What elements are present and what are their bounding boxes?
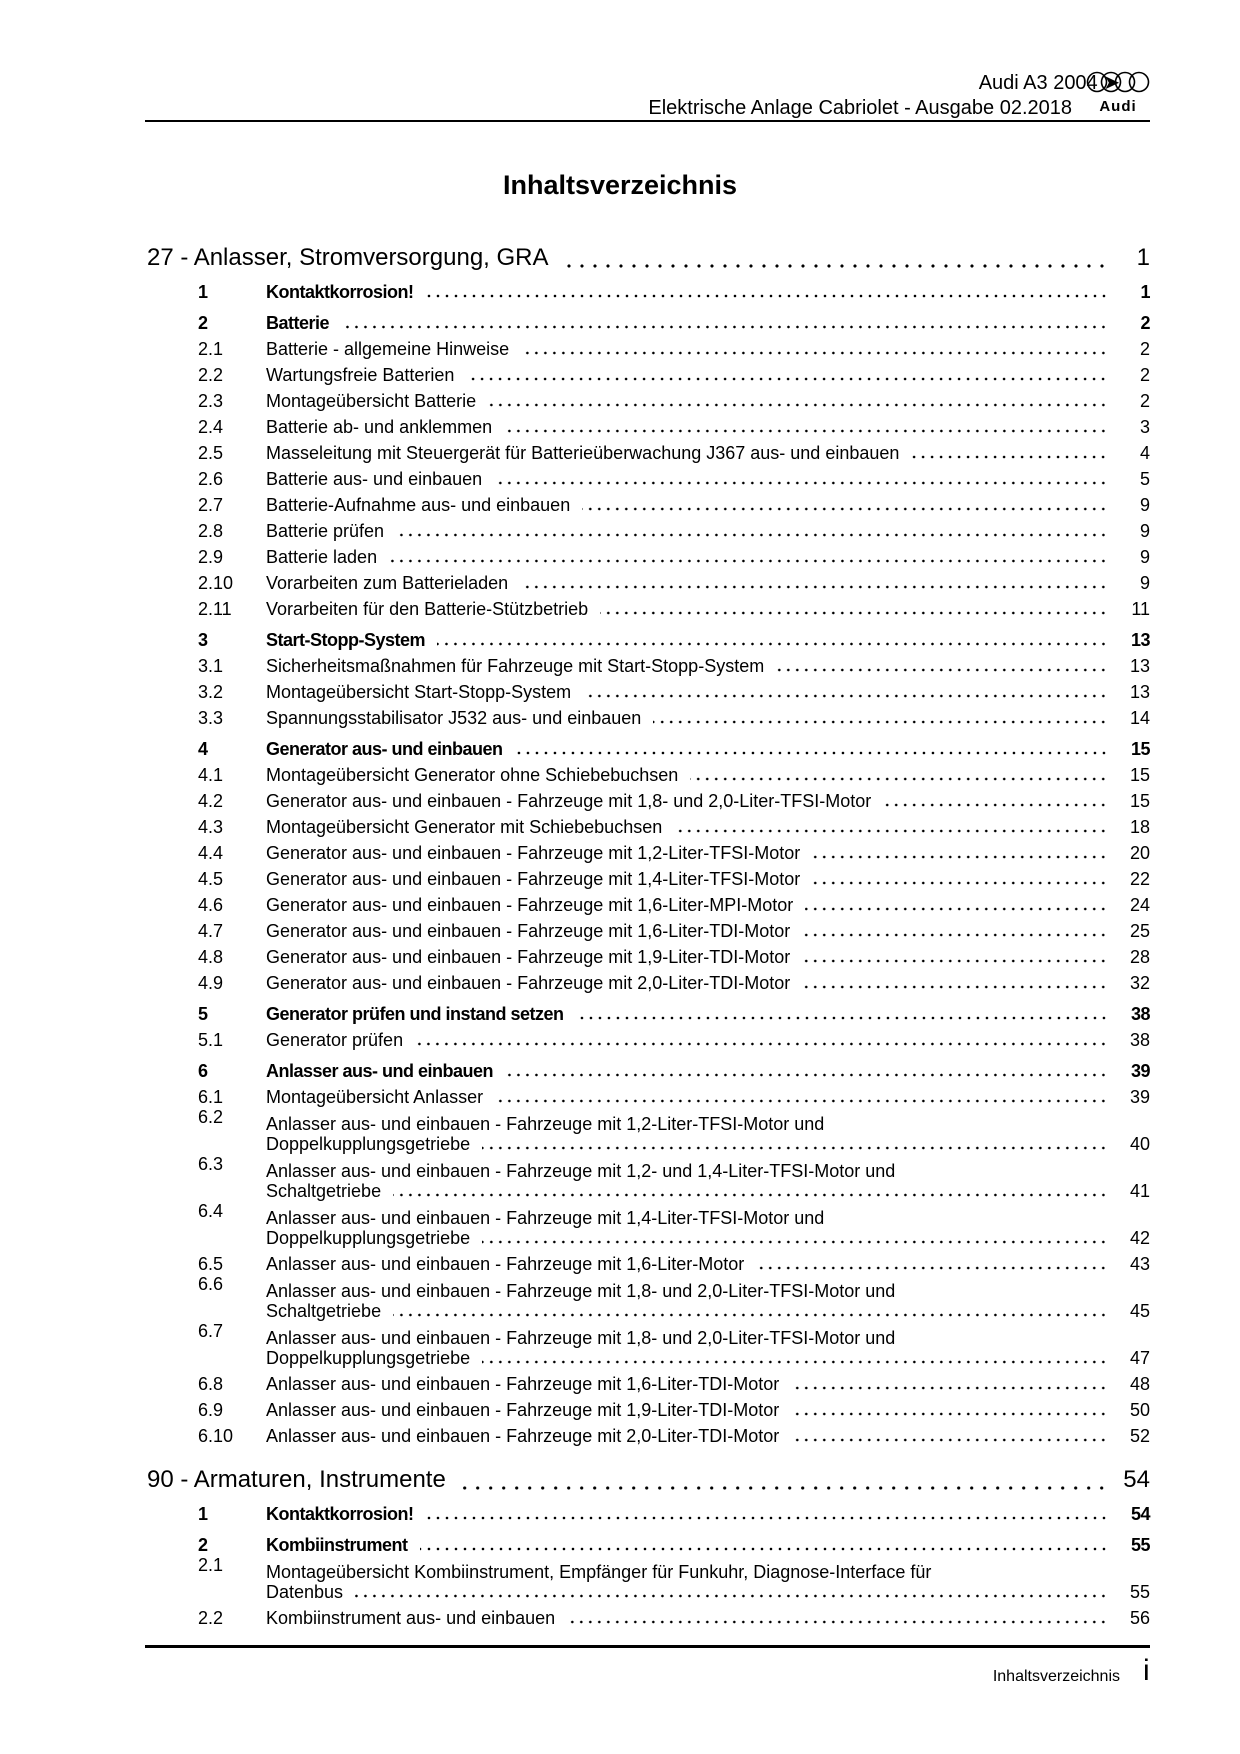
toc-entry[interactable] — [147, 567, 1150, 593]
entry-page: 47 — [1129, 1348, 1150, 1368]
entry-title: Anlasser aus- und einbauen - Fahrzeuge mit 1,6-Liter-TDI-Motor — [266, 1374, 780, 1394]
page-title: Inhaltsverzeichnis — [502, 170, 738, 200]
entry-number: 1 — [198, 1504, 208, 1524]
entry-page: 14 — [1129, 708, 1150, 728]
dot-leader — [482, 1239, 1108, 1245]
entry-number: 4.8 — [198, 947, 224, 967]
dot-leader — [653, 719, 1108, 725]
footer-label: Inhaltsverzeichnis — [992, 1668, 1120, 1685]
toc-entry[interactable] — [147, 1368, 1150, 1394]
entry-page: 50 — [1129, 1400, 1150, 1420]
entry-title: Generator prüfen und instand setzen — [266, 1004, 564, 1024]
entry-title: Generator aus- und einbauen - Fahrzeuge mit 1,6-Liter-TDI-Motor — [266, 921, 791, 941]
dot-leader — [520, 584, 1108, 590]
entry-title: Anlasser aus- und einbauen — [266, 1061, 494, 1081]
dot-leader — [582, 506, 1108, 512]
entry-number: 6.10 — [198, 1426, 234, 1446]
entry-title: Batterie laden — [266, 547, 378, 567]
entry-page: 48 — [1129, 1374, 1150, 1394]
entry-number: 2.4 — [198, 417, 224, 437]
toc-chapter-heading[interactable] — [147, 242, 1150, 272]
toc-entry[interactable] — [147, 811, 1150, 837]
toc-entry[interactable] — [147, 1024, 1150, 1050]
entry-title: Montageübersicht Generator ohne Schiebebuchsen — [266, 765, 679, 785]
dot-leader — [396, 532, 1108, 538]
toc-entry[interactable] — [147, 759, 1150, 785]
entry-page: 24 — [1129, 895, 1150, 915]
entry-title: Batterie — [266, 313, 330, 333]
entry-number: 6.8 — [198, 1374, 224, 1394]
entry-number: 2.2 — [198, 365, 224, 385]
toc-entry[interactable] — [147, 702, 1150, 728]
entry-title: Montageübersicht Generator mit Schiebebuchsen — [266, 817, 663, 837]
toc-entry[interactable] — [147, 998, 1150, 1024]
entry-page: 38 — [1130, 1004, 1150, 1024]
toc-entry[interactable] — [147, 385, 1150, 411]
footer-rule — [145, 1645, 1150, 1648]
entry-title: Batterie ab- und anklemmen — [266, 417, 493, 437]
dot-leader — [812, 880, 1108, 886]
dot-leader — [561, 263, 1108, 269]
entry-title: Batterie - allgemeine Hinweise — [266, 339, 510, 359]
entry-title-block — [266, 1328, 1150, 1368]
toc-entry[interactable] — [147, 863, 1150, 889]
entry-title: Kombiinstrument — [266, 1535, 408, 1555]
dot-leader — [791, 1385, 1108, 1391]
entry-number: 2.10 — [198, 573, 234, 593]
entry-number: 4 — [198, 739, 208, 759]
entry-number: 4.9 — [198, 973, 224, 993]
entry-page: 2 — [1139, 339, 1150, 359]
entry-title-line2-row — [266, 1134, 1150, 1154]
dot-leader — [494, 480, 1108, 486]
dot-leader — [883, 802, 1108, 808]
toc-entry[interactable] — [147, 489, 1150, 515]
entry-title: Generator aus- und einbauen — [266, 739, 503, 759]
entry-title: Sicherheitsmaßnahmen für Fahrzeuge mit Start-Stopp-System — [266, 656, 765, 676]
toc-entry[interactable] — [147, 359, 1150, 385]
entry-number: 1 — [198, 282, 208, 302]
chapter-title: 27 - Anlasser, Stromversorgung, GRA — [147, 244, 549, 271]
entry-title-continued: Datenbus — [266, 1582, 344, 1602]
toc-entry[interactable] — [147, 941, 1150, 967]
dot-leader — [674, 828, 1108, 834]
dot-leader — [426, 293, 1108, 299]
entry-title: Generator aus- und einbauen - Fahrzeuge mit 1,4-Liter-TFSI-Motor — [266, 869, 801, 889]
entry-title: Generator aus- und einbauen - Fahrzeuge mit 1,8- und 2,0-Liter-TFSI-Motor — [266, 791, 872, 811]
toc-entry[interactable] — [147, 967, 1150, 993]
dot-leader — [791, 1411, 1108, 1417]
entry-page: 52 — [1129, 1426, 1150, 1446]
toc-entry[interactable] — [147, 1498, 1150, 1524]
entry-number: 2.6 — [198, 469, 224, 489]
dot-leader — [393, 1192, 1108, 1198]
entry-number: 3.2 — [198, 682, 224, 702]
entry-number: 6.7 — [198, 1321, 224, 1341]
dot-leader — [504, 428, 1108, 434]
entry-title-block — [266, 1562, 1150, 1602]
dot-leader — [812, 854, 1108, 860]
entry-title: Anlasser aus- und einbauen - Fahrzeuge mit 1,8- und 2,0-Liter-TFSI-Motor und — [266, 1281, 896, 1301]
entry-number: 6.4 — [198, 1201, 224, 1221]
toc-entry[interactable] — [147, 1555, 1150, 1602]
footer-page-number: i — [1143, 1654, 1150, 1687]
entry-title-line2-row — [266, 1228, 1150, 1248]
audi-logo — [1086, 70, 1150, 116]
entry-title: Anlasser aus- und einbauen - Fahrzeuge mit 1,2-Liter-TFSI-Motor und — [266, 1114, 825, 1134]
entry-number: 4.4 — [198, 843, 224, 863]
entry-title: Anlasser aus- und einbauen - Fahrzeuge mit 1,2- und 1,4-Liter-TFSI-Motor und — [266, 1161, 896, 1181]
entry-page: 45 — [1129, 1301, 1150, 1321]
toc-entry[interactable] — [147, 785, 1150, 811]
toc-entry[interactable] — [147, 276, 1150, 302]
dot-leader — [415, 1041, 1108, 1047]
entry-page: 15 — [1130, 739, 1150, 759]
entry-page: 15 — [1129, 765, 1150, 785]
toc-entry[interactable] — [147, 1394, 1150, 1420]
entry-page: 13 — [1129, 682, 1150, 702]
entry-number: 3 — [198, 630, 208, 650]
entry-title: Masseleitung mit Steuergerät für Batterieüberwachung J367 aus- und einbauen — [266, 443, 900, 463]
entry-number: 4.2 — [198, 791, 224, 811]
chapter-page: 54 — [1123, 1466, 1150, 1493]
entry-page: 42 — [1129, 1228, 1150, 1248]
entry-title: Wartungsfreie Batterien — [266, 365, 455, 385]
entry-page: 32 — [1129, 973, 1150, 993]
toc-entry[interactable] — [147, 1274, 1150, 1321]
dot-leader — [515, 750, 1108, 756]
entry-title: Spannungsstabilisator J532 aus- und einbauen — [266, 708, 642, 728]
entry-title: Vorarbeiten für den Batterie-Stützbetrieb — [266, 599, 589, 619]
entry-title-block — [266, 1161, 1150, 1201]
entry-number: 5 — [198, 1004, 208, 1024]
entry-number: 3.3 — [198, 708, 224, 728]
dot-leader — [505, 1072, 1108, 1078]
entry-title: Batterie-Aufnahme aus- und einbauen — [266, 495, 571, 515]
dot-leader — [495, 1098, 1108, 1104]
dot-leader — [802, 984, 1108, 990]
entry-title-block — [266, 1114, 1150, 1154]
toc-entry[interactable] — [147, 1321, 1150, 1368]
entry-title: Montageübersicht Anlasser — [266, 1087, 484, 1107]
entry-title: Generator prüfen — [266, 1030, 404, 1050]
entry-page: 2 — [1139, 365, 1150, 385]
entry-number: 6.3 — [198, 1154, 224, 1174]
entry-page: 40 — [1129, 1134, 1150, 1154]
entry-title-block — [266, 1281, 1150, 1321]
entry-page: 5 — [1139, 469, 1150, 489]
entry-title: Vorarbeiten zum Batterieladen — [266, 573, 509, 593]
entry-title-continued: Schaltgetriebe — [266, 1301, 382, 1321]
entry-title: Anlasser aus- und einbauen - Fahrzeuge mit 2,0-Liter-TDI-Motor — [266, 1426, 780, 1446]
toc-entry[interactable] — [147, 411, 1150, 437]
dot-leader — [466, 376, 1108, 382]
toc-entry[interactable] — [147, 541, 1150, 567]
dot-leader — [690, 776, 1108, 782]
entry-page: 3 — [1139, 417, 1150, 437]
dot-leader — [802, 932, 1108, 938]
entry-title: Anlasser aus- und einbauen - Fahrzeuge mit 1,6-Liter-Motor — [266, 1254, 745, 1274]
entry-page: 55 — [1130, 1535, 1150, 1555]
dot-leader — [756, 1265, 1108, 1271]
entry-page: 38 — [1129, 1030, 1150, 1050]
entry-page: 56 — [1129, 1608, 1150, 1628]
toc-entry[interactable] — [147, 1154, 1150, 1201]
entry-title: Anlasser aus- und einbauen - Fahrzeuge mit 1,9-Liter-TDI-Motor — [266, 1400, 780, 1420]
entry-number: 4.3 — [198, 817, 224, 837]
entry-number: 3.1 — [198, 656, 224, 676]
dot-leader — [355, 1593, 1108, 1599]
entry-page: 28 — [1129, 947, 1150, 967]
toc-entry[interactable] — [147, 1081, 1150, 1107]
toc-entry[interactable] — [147, 1529, 1150, 1555]
dot-leader — [389, 558, 1108, 564]
entry-title: Kontaktkorrosion! — [266, 282, 414, 302]
entry-number: 6 — [198, 1061, 208, 1081]
entry-page: 15 — [1129, 791, 1150, 811]
entry-page: 13 — [1130, 630, 1150, 650]
entry-title: Kombiinstrument aus- und einbauen — [266, 1608, 556, 1628]
entry-page: 18 — [1129, 817, 1150, 837]
entry-title: Montageübersicht Kombiinstrument, Empfänger für Funkuhr, Diagnose-Interface für — [266, 1562, 932, 1582]
entry-number: 2.8 — [198, 521, 224, 541]
entry-number: 4.6 — [198, 895, 224, 915]
dot-leader — [437, 641, 1108, 647]
entry-page: 2 — [1139, 391, 1150, 411]
entry-title: Generator aus- und einbauen - Fahrzeuge mit 2,0-Liter-TDI-Motor — [266, 973, 791, 993]
entry-title-continued: Doppelkupplungsgetriebe — [266, 1228, 471, 1248]
entry-title-continued: Doppelkupplungsgetriebe — [266, 1348, 471, 1368]
toc-entry[interactable] — [147, 593, 1150, 619]
entry-number: 2.3 — [198, 391, 224, 411]
dot-leader — [567, 1619, 1108, 1625]
entry-title: Generator aus- und einbauen - Fahrzeuge mit 1,2-Liter-TFSI-Motor — [266, 843, 801, 863]
entry-page: 2 — [1140, 313, 1150, 333]
dot-leader — [791, 1437, 1108, 1443]
entry-page: 4 — [1139, 443, 1150, 463]
toc-entry[interactable] — [147, 733, 1150, 759]
entry-number: 4.5 — [198, 869, 224, 889]
toc-chapter-heading[interactable] — [147, 1464, 1150, 1494]
entry-title-line2-row — [266, 1301, 1150, 1321]
entry-title: Batterie aus- und einbauen — [266, 469, 483, 489]
toc-entry[interactable] — [147, 889, 1150, 915]
entry-title-line2-row — [266, 1582, 1150, 1602]
entry-number: 2.2 — [198, 1608, 224, 1628]
entry-page: 9 — [1139, 521, 1150, 541]
toc-entry[interactable] — [147, 624, 1150, 650]
entry-number: 6.6 — [198, 1274, 224, 1294]
header-model: Audi A3 2004 ➤ — [978, 72, 1120, 94]
entry-page: 20 — [1129, 843, 1150, 863]
toc-entry[interactable] — [147, 437, 1150, 463]
toc-entry[interactable] — [147, 307, 1150, 333]
entry-title-block — [266, 1208, 1150, 1248]
entry-page: 54 — [1130, 1504, 1150, 1524]
dot-leader — [482, 1359, 1108, 1365]
toc-entry[interactable] — [147, 1602, 1150, 1628]
entry-number: 6.1 — [198, 1087, 224, 1107]
entry-number: 6.5 — [198, 1254, 224, 1274]
toc-entry[interactable] — [147, 515, 1150, 541]
entry-number: 2.1 — [198, 1555, 224, 1575]
entry-page: 43 — [1129, 1254, 1150, 1274]
toc-entry[interactable] — [147, 1201, 1150, 1248]
entry-page: 11 — [1131, 599, 1150, 619]
dot-leader — [458, 1485, 1108, 1491]
dot-leader — [426, 1515, 1108, 1521]
entry-page: 22 — [1129, 869, 1150, 889]
entry-title: Anlasser aus- und einbauen - Fahrzeuge mit 1,4-Liter-TFSI-Motor und — [266, 1208, 825, 1228]
audi-rings-icon — [1086, 70, 1150, 94]
entry-title-continued: Schaltgetriebe — [266, 1181, 382, 1201]
entry-number: 2 — [198, 1535, 208, 1555]
entry-page: 9 — [1139, 495, 1150, 515]
entry-number: 4.7 — [198, 921, 224, 941]
table-of-contents — [147, 242, 1150, 1628]
toc-entry[interactable] — [147, 1248, 1150, 1274]
entry-page: 25 — [1129, 921, 1150, 941]
entry-number: 5.1 — [198, 1030, 224, 1050]
entry-title: Start-Stopp-System — [266, 630, 426, 650]
header-rule — [145, 120, 1150, 122]
entry-title: Montageübersicht Start-Stopp-System — [266, 682, 572, 702]
entry-number: 6.2 — [198, 1107, 224, 1127]
header-subtitle: Elektrische Anlage Cabriolet - Ausgabe 02.2018 — [648, 97, 1072, 119]
entry-number: 2.11 — [198, 599, 232, 619]
entry-title-line2-row — [266, 1348, 1150, 1368]
dot-leader — [911, 454, 1108, 460]
entry-title: Generator aus- und einbauen - Fahrzeuge mit 1,6-Liter-MPI-Motor — [266, 895, 794, 915]
audi-logo-text: Audi — [1099, 98, 1137, 115]
entry-page: 39 — [1130, 1061, 1150, 1081]
entry-page: 13 — [1129, 656, 1150, 676]
toc-entry[interactable] — [147, 1055, 1150, 1081]
entry-number: 4.1 — [198, 765, 224, 785]
toc-entry[interactable] — [147, 1107, 1150, 1154]
entry-page: 1 — [1140, 282, 1150, 302]
toc-entry[interactable] — [147, 333, 1150, 359]
dot-leader — [488, 402, 1108, 408]
dot-leader — [802, 958, 1108, 964]
dot-leader — [393, 1312, 1108, 1318]
entry-title: Kontaktkorrosion! — [266, 1504, 414, 1524]
entry-page: 41 — [1129, 1181, 1150, 1201]
entry-number: 2.7 — [198, 495, 224, 515]
entry-number: 2 — [198, 313, 208, 333]
dot-leader — [805, 906, 1108, 912]
entry-number: 6.9 — [198, 1400, 224, 1420]
chapter-title: 90 - Armaturen, Instrumente — [147, 1466, 446, 1493]
dot-leader — [600, 610, 1108, 616]
toc-entry[interactable] — [147, 676, 1150, 702]
entry-title-continued: Doppelkupplungsgetriebe — [266, 1134, 471, 1154]
entry-page: 9 — [1139, 547, 1150, 567]
toc-entry[interactable] — [147, 650, 1150, 676]
dot-leader — [521, 350, 1108, 356]
entry-page: 9 — [1139, 573, 1150, 593]
entry-title: Generator aus- und einbauen - Fahrzeuge mit 1,9-Liter-TDI-Motor — [266, 947, 791, 967]
entry-number: 2.9 — [198, 547, 224, 567]
toc-entry[interactable] — [147, 463, 1150, 489]
entry-title-line2-row — [266, 1181, 1150, 1201]
entry-number: 2.1 — [198, 339, 224, 359]
dot-leader — [341, 324, 1108, 330]
entry-page: 55 — [1129, 1582, 1150, 1602]
entry-title: Batterie prüfen — [266, 521, 385, 541]
entry-title: Montageübersicht Batterie — [266, 391, 477, 411]
dot-leader — [583, 693, 1108, 699]
entry-number: 2.5 — [198, 443, 224, 463]
dot-leader — [576, 1015, 1108, 1021]
entry-page: 39 — [1129, 1087, 1150, 1107]
dot-leader — [776, 667, 1108, 673]
dot-leader — [482, 1145, 1108, 1151]
chapter-page: 1 — [1136, 244, 1150, 271]
toc-entry[interactable] — [147, 1420, 1150, 1446]
entry-title: Anlasser aus- und einbauen - Fahrzeuge mit 1,8- und 2,0-Liter-TFSI-Motor und — [266, 1328, 896, 1348]
toc-entry[interactable] — [147, 915, 1150, 941]
toc-entry[interactable] — [147, 837, 1150, 863]
dot-leader — [420, 1546, 1108, 1552]
